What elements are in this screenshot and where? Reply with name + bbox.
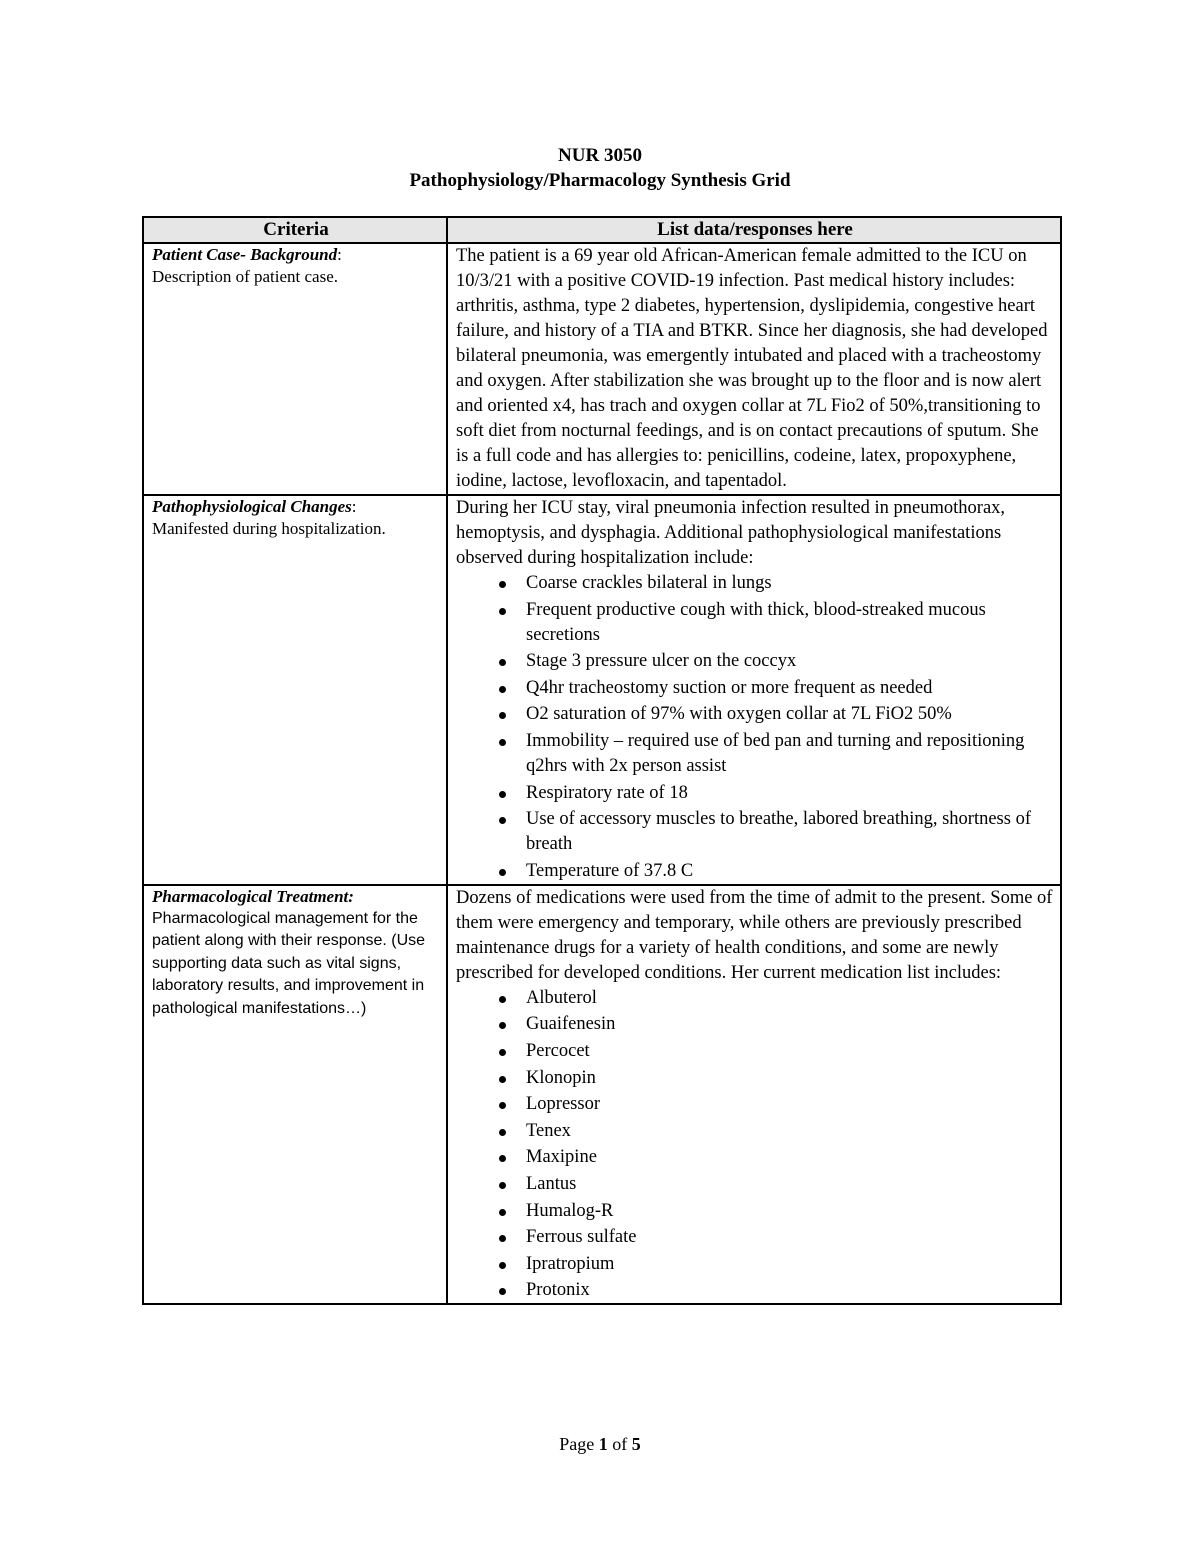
list-item: Tenex — [456, 1119, 1054, 1144]
criteria-title-suffix: : — [351, 497, 357, 516]
document-header — [0, 143, 1200, 193]
table-row-pathophysiological-changes — [143, 495, 1061, 885]
table-row-patient-case — [143, 243, 1061, 495]
response-text: The patient is a 69 year old African-American female admitted to the ICU on 10/3/21 with a positive COVID-19 infection. Past medical history includes: arthritis, asthma, type 2 diabetes, hypertension, dyslipidemia, congestive heart failure, and history of a TIA and BTKR. Since her diagnosis, she had developed bilateral pneumonia, was emergently intubated and placed with a tracheostomy and oxygen. After stabilization she was brought up to the floor and is now alert and oriented x4, has trach and oxygen collar at 7L Fio2 of 50%,transitioning to soft diet from nocturnal feedings, and is on contact precautions of sputum. She is a full code and has allergies to: penicillins, codeine, latex, propoxyphene, iodine, lactose, levofloxacin, and tapentadol. — [456, 246, 1048, 491]
criteria-title-suffix: : — [337, 245, 342, 264]
list-item: Immobility – required use of bed pan and turning and repositioning q2hrs with 2x person assist — [456, 729, 1054, 779]
list-item: Humalog-R — [456, 1199, 1054, 1224]
synthesis-grid-table — [142, 216, 1062, 1305]
course-code: NUR 3050 — [558, 145, 642, 166]
list-item: Respiratory rate of 18 — [456, 781, 1054, 806]
response-cell — [447, 495, 1061, 885]
table-header-row — [143, 217, 1061, 243]
criteria-description: Manifested during hospitalization. — [152, 519, 386, 538]
list-item: Klonopin — [456, 1066, 1054, 1091]
list-item: O2 saturation of 97% with oxygen collar at 7L FiO2 50% — [456, 702, 1054, 727]
list-item: Ipratropium — [456, 1252, 1054, 1277]
responses-column-header: List data/responses here — [447, 217, 1061, 243]
criteria-title: Patient Case- Background — [152, 245, 338, 264]
list-item: Frequent productive cough with thick, blood-streaked mucous secretions — [456, 598, 1054, 648]
criteria-cell — [143, 495, 447, 885]
list-item: Temperature of 37.8 C — [456, 859, 1054, 884]
list-item: Coarse crackles bilateral in lungs — [456, 571, 1054, 596]
response-text: During her ICU stay, viral pneumonia infection resulted in pneumothorax, hemoptysis, and dysphagia. Additional pathophysiological manifestations observed during hospitalization include: — [456, 498, 1006, 568]
criteria-cell — [143, 885, 447, 1305]
list-item: Albuterol — [456, 986, 1054, 1011]
list-item: Q4hr tracheostomy suction or more frequent as needed — [456, 676, 1054, 701]
list-item: Guaifenesin — [456, 1012, 1054, 1037]
response-cell — [447, 885, 1061, 1305]
document-title: Pathophysiology/Pharmacology Synthesis Grid — [409, 170, 791, 191]
criteria-title: Pharmacological Treatment: — [152, 886, 354, 906]
list-item: Stage 3 pressure ulcer on the coccyx — [456, 649, 1054, 674]
manifestations-list — [456, 571, 1054, 884]
page-label: Page — [559, 1434, 595, 1454]
criteria-column-header: Criteria — [143, 217, 447, 243]
list-item: Use of accessory muscles to breathe, labored breathing, shortness of breath — [456, 807, 1054, 857]
list-item: Protonix — [456, 1278, 1054, 1303]
list-item: Lantus — [456, 1172, 1054, 1197]
list-item: Ferrous sulfate — [456, 1225, 1054, 1250]
criteria-title: Pathophysiological Changes — [152, 497, 352, 516]
list-item: Percocet — [456, 1039, 1054, 1064]
page-footer — [0, 1434, 1200, 1455]
page-number: 1 — [598, 1434, 608, 1454]
medication-list — [456, 986, 1054, 1304]
criteria-description: Description of patient case. — [152, 267, 338, 286]
of-label: of — [612, 1434, 628, 1454]
response-text: Dozens of medications were used from the time of admit to the present. Some of them were emergency and temporary, while others are previously prescribed maintenance drugs for a variety of health conditions, and some are newly prescribed for developed conditions. Her current medication list includes: — [456, 887, 1053, 983]
total-pages: 5 — [631, 1434, 641, 1454]
list-item: Lopressor — [456, 1092, 1054, 1117]
response-cell — [447, 243, 1061, 495]
list-item: Maxipine — [456, 1145, 1054, 1170]
criteria-description: Pharmacological management for the patient along with their response. (Use supporting data such as vital signs, laboratory results, and improvement in pathological manifestations…) — [152, 909, 426, 1017]
table-row-pharmacological-treatment — [143, 885, 1061, 1305]
criteria-cell — [143, 243, 447, 495]
